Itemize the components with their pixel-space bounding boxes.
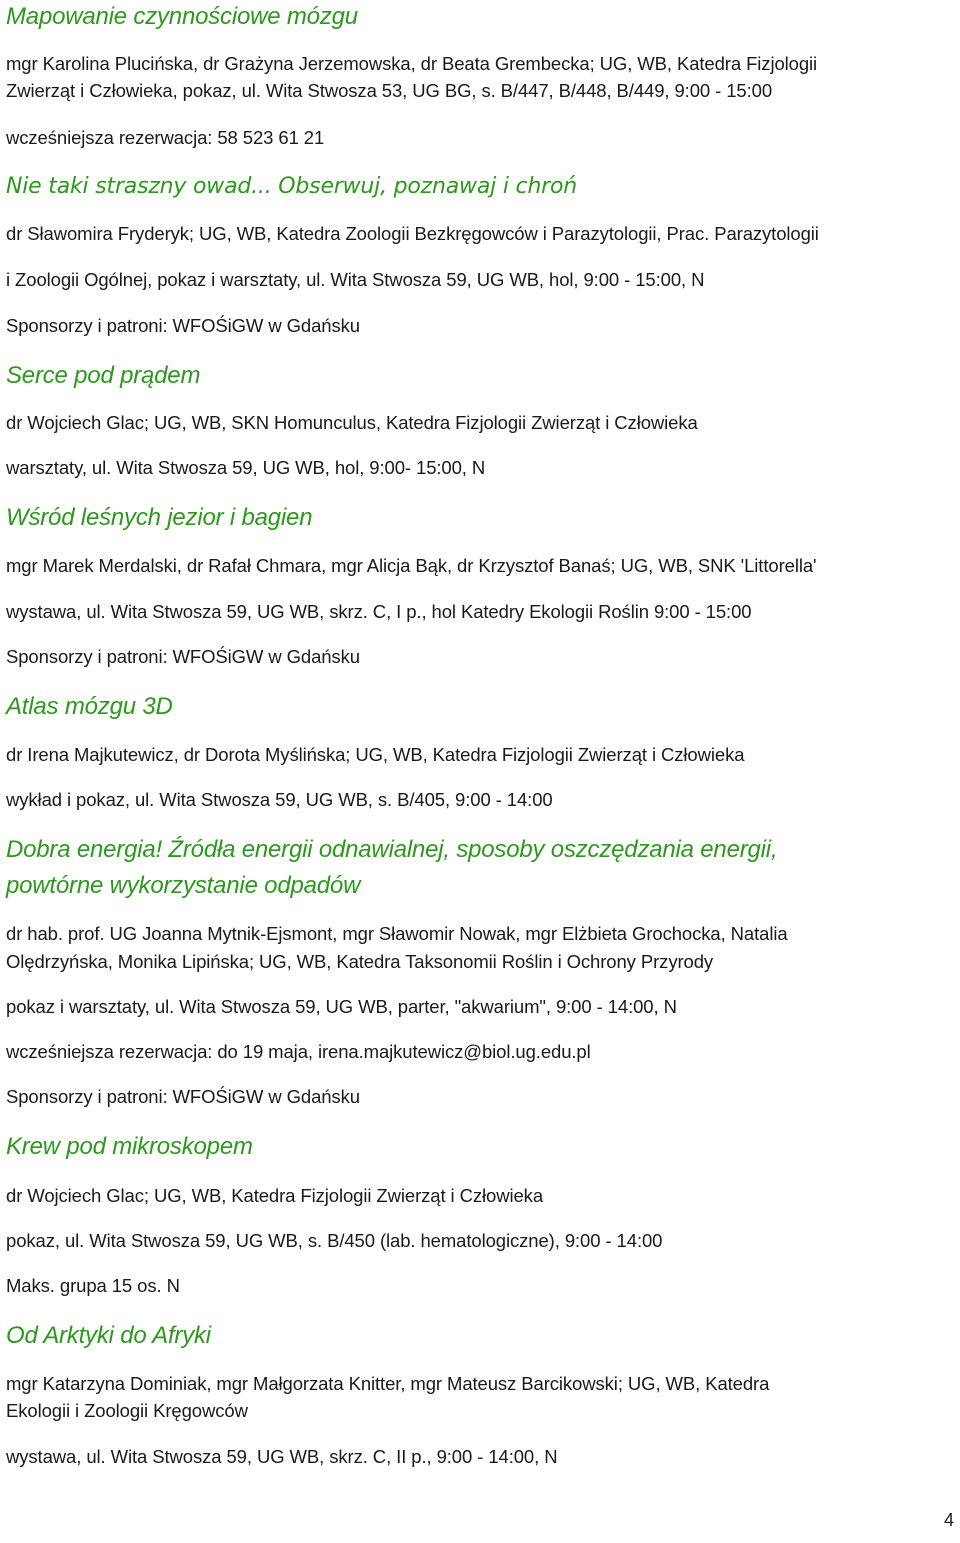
section-3-line-0: mgr Marek Merdalski, dr Rafał Chmara, mgr Alicja Bąk, dr Krzysztof Banaś; UG, WB, SNK 'Littorella' — [6, 555, 817, 576]
section-6-line-0: dr Wojciech Glac; UG, WB, Katedra Fizjologii Zwierząt i Człowieka — [6, 1185, 544, 1206]
section-title-blood: Krew pod mikroskopem — [6, 1133, 253, 1160]
section-6-line-2: Maks. grupa 15 os. N — [6, 1275, 180, 1296]
section-title-arctic: Od Arktyki do Afryki — [6, 1322, 211, 1349]
section-title-brain-atlas: Atlas mózgu 3D — [6, 693, 173, 720]
section-5-line-1: Olędrzyńska, Monika Lipińska; UG, WB, Katedra Taksonomii Roślin i Ochrony Przyrody — [6, 951, 714, 972]
section-3-line-1: wystawa, ul. Wita Stwosza 59, UG WB, skrz. C, I p., hol Katedry Ekologii Roślin 9:00 - 15:00 — [6, 601, 752, 622]
section-2-line-0: dr Wojciech Glac; UG, WB, SKN Homunculus, Katedra Fizjologii Zwierząt i Człowieka — [6, 412, 698, 433]
section-title-insect: Nie taki straszny owad... Obserwuj, poznawaj i chroń — [6, 174, 578, 199]
section-1-line-1: i Zoologii Ogólnej, pokaz i warsztaty, ul. Wita Stwosza 59, UG WB, hol, 9:00 - 15:00, N — [6, 269, 705, 290]
section-title-lakes: Wśród leśnych jezior i bagien — [6, 504, 313, 531]
section-0-line-1: Zwierząt i Człowieka, pokaz, ul. Wita Stwosza 53, UG BG, s. B/447, B/448, B/449, 9:00 - 15:00 — [6, 80, 773, 101]
section-1-line-0: dr Sławomira Fryderyk; UG, WB, Katedra Zoologii Bezkręgowców i Parazytologii, Prac. Parazytologii — [6, 223, 819, 244]
section-4-line-0: dr Irena Majkutewicz, dr Dorota Myślińska; UG, WB, Katedra Fizjologii Zwierząt i Człowieka — [6, 744, 745, 765]
section-1-line-2: Sponsorzy i patroni: WFOŚiGW w Gdańsku — [6, 315, 360, 336]
section-4-line-1: wykład i pokaz, ul. Wita Stwosza 59, UG WB, s. B/405, 9:00 - 14:00 — [6, 789, 553, 810]
section-7-line-0: mgr Katarzyna Dominiak, mgr Małgorzata Knitter, mgr Mateusz Barcikowski; UG, WB, Katedra — [6, 1373, 770, 1394]
section-0-line-0: mgr Karolina Plucińska, dr Grażyna Jerzemowska, dr Beata Grembecka; UG, WB, Katedra Fizjologii — [6, 53, 818, 74]
section-5-line-2: pokaz i warsztaty, ul. Wita Stwosza 59, UG WB, parter, "akwarium", 9:00 - 14:00, N — [6, 996, 677, 1017]
section-6-line-1: pokaz, ul. Wita Stwosza 59, UG WB, s. B/450 (lab. hematologiczne), 9:00 - 14:00 — [6, 1230, 663, 1251]
section-5-line-3: wcześniejsza rezerwacja: do 19 maja, irena.majkutewicz@biol.ug.edu.pl — [6, 1041, 591, 1062]
section-title-heart: Serce pod prądem — [6, 362, 201, 389]
section-3-line-2: Sponsorzy i patroni: WFOŚiGW w Gdańsku — [6, 646, 360, 667]
section-0-line-2: wcześniejsza rezerwacja: 58 523 61 21 — [6, 127, 325, 148]
section-title-energy: Dobra energia! Źródła energii odnawialnej, sposoby oszczędzania energii, — [6, 836, 778, 863]
section-2-line-1: warsztaty, ul. Wita Stwosza 59, UG WB, hol, 9:00- 15:00, N — [6, 457, 486, 478]
section-title-brain-mapping: Mapowanie czynnościowe mózgu — [6, 3, 358, 30]
section-5-line-0: dr hab. prof. UG Joanna Mytnik-Ejsmont, mgr Sławomir Nowak, mgr Elżbieta Grochocka, Natalia — [6, 923, 788, 944]
section-7-line-2: wystawa, ul. Wita Stwosza 59, UG WB, skrz. C, II p., 9:00 - 14:00, N — [6, 1446, 558, 1467]
section-title-energy-cont: powtórne wykorzystanie odpadów — [6, 872, 361, 899]
section-7-line-1: Ekologii i Zoologii Kręgowców — [6, 1400, 248, 1421]
section-5-line-4: Sponsorzy i patroni: WFOŚiGW w Gdańsku — [6, 1086, 360, 1107]
page-number: 4 — [943, 1510, 954, 1530]
